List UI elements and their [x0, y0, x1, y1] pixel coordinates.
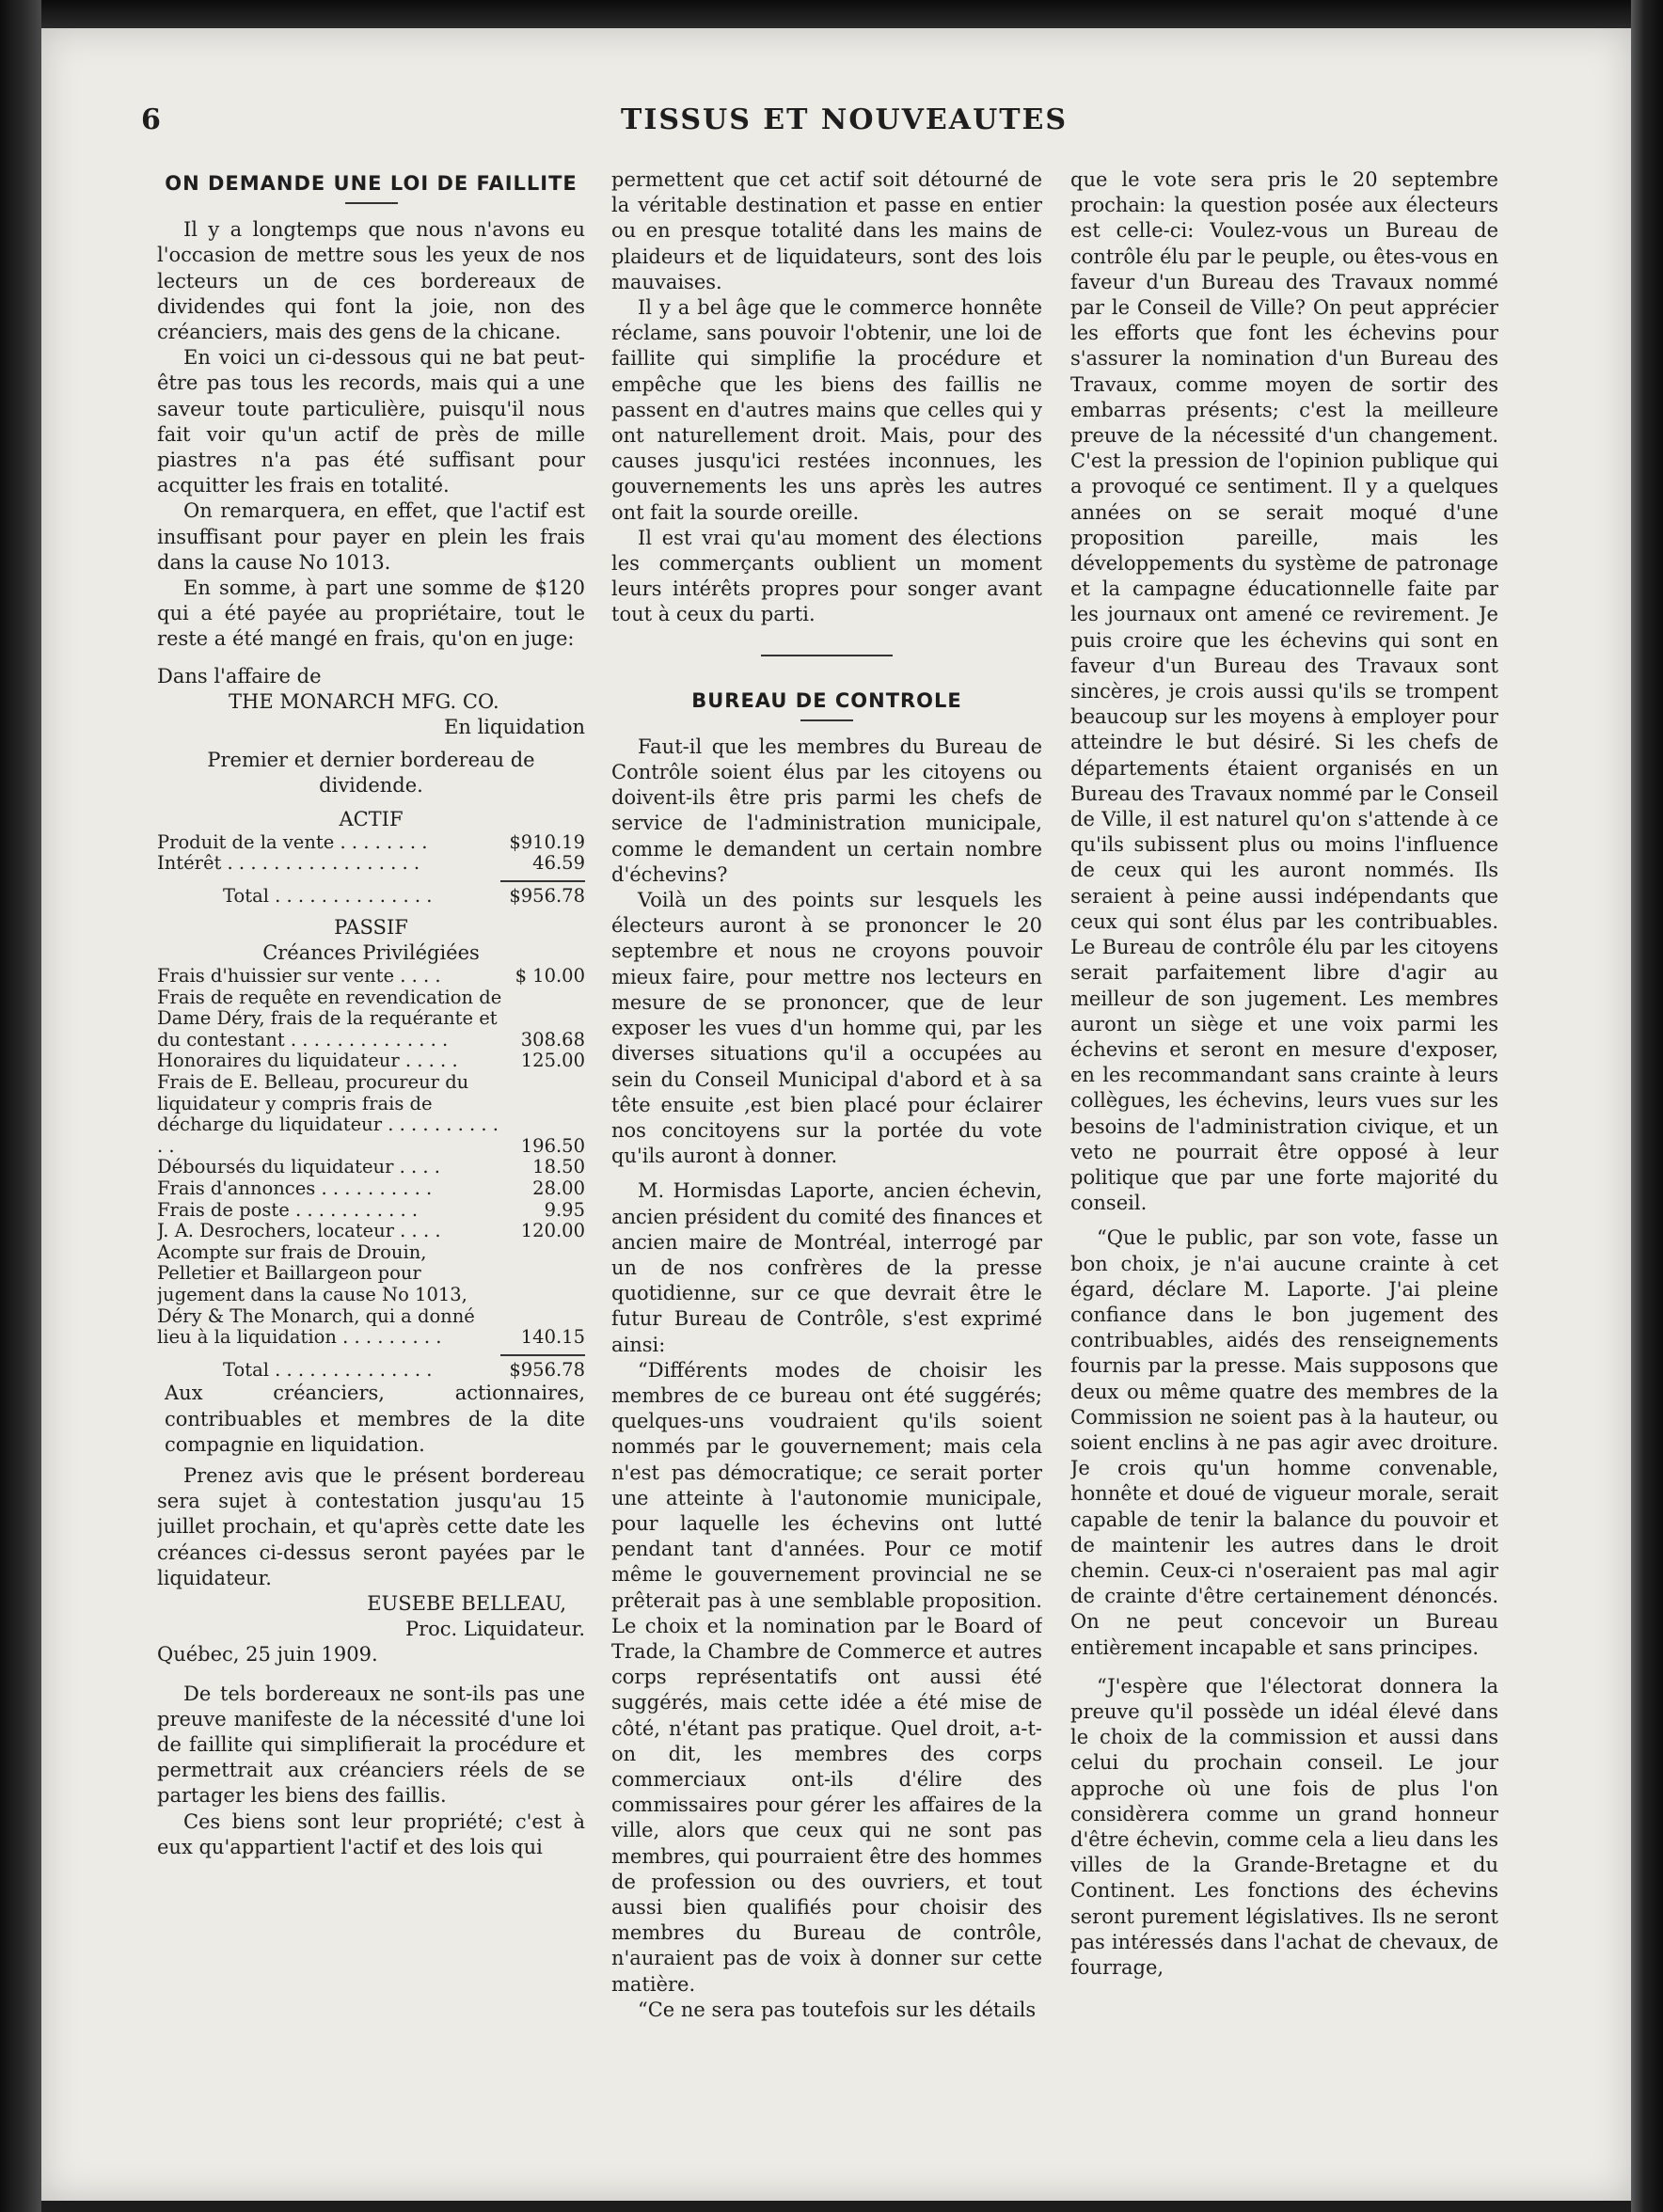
creances-subtitle: Créances Privilégiées: [262, 940, 480, 964]
paragraph: “Que le public, par son vote, fasse un bon choix, je n'ai aucune crainte à cet égard, déclare M. Laporte. J'ai pleine confiance dans le bon jugement des contribuables, aidés des renseignements fournis par la presse. Mais supposons que deux ou même quatre des membres de la Commission ne soient pas à la hauteur, ou soient enclins à ne pas agir avec droiture. Je crois qu'un homme convenable, honnête et doué de vigueur morale, serait capable de tenir la balance du pouvoir et de maintenir les autres dans le droit chemin. Ceux-ci n'oseraient pas mal agir de crainte d'être certainement dénoncés. On ne peut concevoir un Bureau entièrement incapable et sans principes.: [1070, 1226, 1498, 1659]
paragraph: En somme, à part une somme de $120 qui a été payée au propriétaire, tout le reste a été mangé en frais, qu'on en juge:: [157, 577, 585, 651]
ledger-label: Frais d'huissier sur vente . . . .: [157, 965, 441, 988]
paragraph: “Différents modes de choisir les membres de ce bureau ont été suggérés; quelques-uns voudraient qu'ils soient nommés par le gouvernement; mais cela n'est pas démocratique; ce serait porter une atteinte à l'autonomie municipale, pour laquelle les échevins ont lutté pendant tant d'années. Pour ce motif même le gouvernement provincial ne se prêterait pas à une semblable proposition. Le choix et la nomination par le Board of Trade, la Chambre de Commerce et autres corps représentatifs ont aussi été suggérés, mais cette idée a été mise de côté, n'étant pas pratique. Quel droit, a-t-on dit, les membres des corps commerciaux ont-ils d'élire des commissaires pour gérer les affaires de la ville, alors que ceux qui ne sont pas membres, qui pourraient être des hommes de profession ou des ouvriers, et tout aussi bien qualifiés pour choisir des membres du Bureau de contrôle, n'auraient pas de voix à donner sur cette matière.: [611, 1358, 1042, 1996]
scan-border-top: [0, 0, 1663, 28]
signer-name: EUSEBE BELLEAU,: [367, 1591, 566, 1615]
total-rule: [500, 1354, 585, 1356]
avis-paragraph: Prenez avis que le présent bordereau sera sujet à contestation jusqu'au 15 juillet prochain, et qu'après cette date les créances ci-dessus seront payées par le liquidateur.: [157, 1463, 585, 1589]
ledger-amount: $910.19: [509, 830, 585, 853]
paragraph: Il y a longtemps que nous n'avons eu l'occasion de mettre sous les yeux de nos lecteurs un de ces bordereaux de dividendes qui font la joie, non des créanciers, mais des gens de la chicane.: [157, 218, 585, 344]
aux-creanciers: Aux créanciers, actionnaires, contribuables et membres de la dite compagnie en liquidation.: [165, 1382, 585, 1456]
scan-border-left: [0, 0, 41, 2212]
paragraph: que le vote sera pris le 20 septembre prochain: la question posée aux électeurs est celle-ci: Voulez-vous un Bureau de contrôle élu par le peuple, ou êtes-vous en faveur d'un Bureau des Travaux nommé par le Conseil de Ville? On peut apprécier les efforts que font les échevins pour s'assurer la nomination d'un Bureau des Travaux, comme moyen de sortir des embarras présents; c'est la meilleure preuve de la nécessité d'un changement. C'est la pression de l'opinion publique qui a provoqué ce sentiment. Il y a quelques années on se serait moqué d'une proposition pareille, mais les développements du système de patronage et la campagne éducationnelle faite par les journaux ont amené ce revirement. Je puis croire que les échevins qui sont en faveur d'un Bureau des Travaux sont sincères, je crois aussi qu'ils se trompent beaucoup sur les moyens à employer pour atteindre le but désiré. Si les chefs de départements étaient organisés en un Bureau des Travaux nommé par le Conseil de Ville, il est naturel qu'on s'attende à ce qu'ils subissent plus ou moins l'influence de ceux qui les auront nommés. Ils seraient à peine aussi indépendants que ceux qui sont élus par les contribuables. Le Bureau de contrôle élu par les citoyens serait parfaitement libre d'agir au meilleur de son jugement. Les membres auront un siège et une voix parmi les échevins et seront en mesure d'exposer, en les recommandant sans crainte à leurs collègues, les échevins, leurs vues sur les besoins de l'administration civique, et un veto ne pourrait être opposé à leur politique que par une forte majorité du conseil.: [1070, 168, 1498, 1215]
company-name: THE MONARCH MFG. CO.: [229, 689, 499, 713]
paragraph: Faut-il que les membres du Bureau de Contrôle soient élus par les citoyens ou doivent-ils être pris parmi les chefs de service de l'administration municipale, comme le demandent un certain nombre d'échevins?: [611, 735, 1042, 886]
ledger-label: J. A. Desrochers, locateur . . . .: [157, 1220, 441, 1242]
ledger-label: Frais de poste . . . . . . . . . . .: [157, 1198, 419, 1221]
ledger-label: Honoraires du liquidateur . . . . .: [157, 1050, 458, 1072]
ledger-total-label: Total . . . . . . . . . . . . . .: [223, 885, 433, 908]
ledger-total-amount: $956.78: [509, 885, 585, 908]
paragraph: Il est vrai qu'au moment des élections les commerçants oublient un moment leurs intérêts propres pour songer avant tout à ceux du parti.: [611, 526, 1042, 626]
ledger-total-row: [157, 1360, 585, 1382]
ledger-label: Déboursés du liquidateur . . . .: [157, 1156, 440, 1178]
paragraph: M. Hormisdas Laporte, ancien échevin, ancien président du comité des finances et ancien maire de Montréal, interrogé par un de nos confrères de la presse quotidienne, sur ce que devrait être le futur Bureau de Contrôle, s'est exprimé ainsi:: [611, 1179, 1042, 1356]
ledger-label: Frais de requête en revendication de Dame Déry, frais de la requérante et du contestant . . . . . . . . . . . . . .: [157, 986, 502, 1051]
ledger-total-amount: $956.78: [509, 1358, 585, 1381]
ledger-label: Produit de la vente . . . . . . . .: [157, 830, 428, 853]
bordereau-title: Premier et dernier bordereau de dividende.: [207, 749, 535, 798]
ledger-row: [157, 1221, 585, 1242]
ledger-amount: $ 10.00: [515, 965, 585, 988]
column-left: [157, 167, 585, 2048]
ledger-label: Acompte sur frais de Drouin, Pelletier et Baillargeon pour jugement dans la cause No 1013, Déry & The Monarch, qui a donné lieu à la liquidation . . . . . . . . .: [157, 1240, 475, 1349]
ledger-row: [157, 1051, 585, 1072]
ledger-row: [157, 1072, 585, 1157]
column-middle: [611, 167, 1042, 2048]
signer-title: Proc. Liquidateur.: [404, 1618, 585, 1641]
paragraph: On remarquera, en effet, que l'actif est insuffisant pour payer en plein les frais dans la cause No 1013.: [157, 499, 585, 574]
ledger-amount: 18.50: [532, 1156, 585, 1178]
ledger-amount: 125.00: [520, 1050, 585, 1072]
liquidation-line: En liquidation: [444, 716, 585, 739]
ledger-total-row: [157, 886, 585, 908]
passif-ledger: [157, 966, 585, 1381]
ledger-row: [157, 1157, 585, 1178]
total-rule: [500, 880, 585, 882]
column-right: [1070, 167, 1498, 2048]
actif-title: ACTIF: [339, 807, 404, 830]
ledger-row: [157, 1200, 585, 1222]
ledger-amount: 196.50: [520, 1134, 585, 1157]
ledger-total-label: Total . . . . . . . . . . . . . .: [223, 1358, 433, 1381]
paragraph: “J'espère que l'électorat donnera la preuve qu'il possède un idéal élevé dans le choix de la commission et aussi dans celui du prochain conseil. Le jour approche où une fois de plus l'on considèrera comme un grand honneur d'être échevin, comme cela a lieu dans les villes de la Grande-Bretagne et du Continent. Les fonctions des échevins seront purement législatives. Ils ne seront pas intéressés dans l'achat de chevaux, de fourrage,: [1070, 1674, 1498, 1980]
passif-title: PASSIF: [334, 915, 408, 939]
paragraph: Ces biens sont leur propriété; c'est à eux qu'appartient l'actif et des lois qui: [157, 1809, 585, 1858]
actif-ledger: [157, 832, 585, 908]
ledger-label: Frais d'annonces . . . . . . . . . .: [157, 1177, 433, 1199]
paragraph: En voici un ci-dessous qui ne bat peut-être pas tous les records, mais qui a une saveur toute particulière, puisqu'il nous fait voir qu'un actif de près de mille piastres n'a pas été suffisant pour acquitter les frais en totalité.: [157, 346, 585, 498]
scan-border-right: [1631, 0, 1663, 2212]
article-heading-faillite: ON DEMANDE UNE LOI DE FAILLITE: [165, 172, 578, 195]
paragraph: Il y a bel âge que le commerce honnête réclame, sans pouvoir l'obtenir, une loi de faillite qui simplifie la procédure et empêche que les biens des faillis ne passent en d'autres mains que celles qui y ont naturellement droit. Mais, pour des causes jusqu'ici restées inconnues, les gouvernements les uns après les autres ont fait la sourde oreille.: [611, 296, 1042, 524]
ledger-amount: 9.95: [544, 1198, 585, 1221]
ledger-row: [157, 1178, 585, 1200]
ledger-amount: 140.15: [520, 1326, 585, 1349]
heading-rule: [800, 719, 853, 721]
ledger-row: [157, 832, 585, 854]
paragraph: De tels bordereaux ne sont-ils pas une preuve manifeste de la nécessité d'une loi de faillite qui simplifierait la procédure et permettrait aux créanciers réels de se partager les biens des faillis.: [157, 1682, 585, 1808]
heading-rule: [345, 202, 398, 204]
ledger-amount: 120.00: [520, 1220, 585, 1242]
ledger-amount: 308.68: [520, 1028, 585, 1051]
dateline: Québec, 25 juin 1909.: [157, 1643, 378, 1667]
article-separator: [761, 655, 893, 656]
ledger-row: [157, 853, 585, 875]
ledger-amount: 46.59: [532, 852, 585, 875]
ledger-amount: 28.00: [532, 1177, 585, 1199]
paragraph: “Ce ne sera pas toutefois sur les détails: [638, 1998, 1037, 2021]
article-heading-bureau: BUREAU DE CONTROLE: [691, 688, 962, 712]
ledger-row: [157, 988, 585, 1051]
ledger-row: [157, 966, 585, 988]
affaire-line: Dans l'affaire de: [157, 664, 322, 687]
ledger-label: Intérêt . . . . . . . . . . . . . . . . .: [157, 852, 420, 875]
paragraph: permettent que cet actif soit détourné de la véritable destination et passe en entier ou en presque totalité dans les mains de plaideurs et de liquidateurs, sont des lois mauvaises.: [611, 168, 1042, 293]
paragraph: Voilà un des points sur lesquels les électeurs auront à se prononcer le 20 septembre et nous ne croyons pouvoir mieux faire, pour mettre nos lecteurs en mesure de se prononcer, que de leur exposer les vues d'un homme qui, par les diverses situations qu'il a occupées au sein du Conseil Municipal d'abord et à sa tête ensuite ,est bien placé pour éclairer nos concitoyens sur la portée du vote qu'ils auront à donner.: [611, 889, 1042, 1168]
running-title: TISSUS ET NOUVEAUTES: [621, 103, 1069, 136]
page-number: 6: [141, 103, 161, 136]
ledger-row: [157, 1242, 585, 1349]
ledger-label: Frais de E. Belleau, procureur du liquidateur y compris frais de décharge du liquidateur . . . . . . . . . . . .: [157, 1071, 499, 1157]
